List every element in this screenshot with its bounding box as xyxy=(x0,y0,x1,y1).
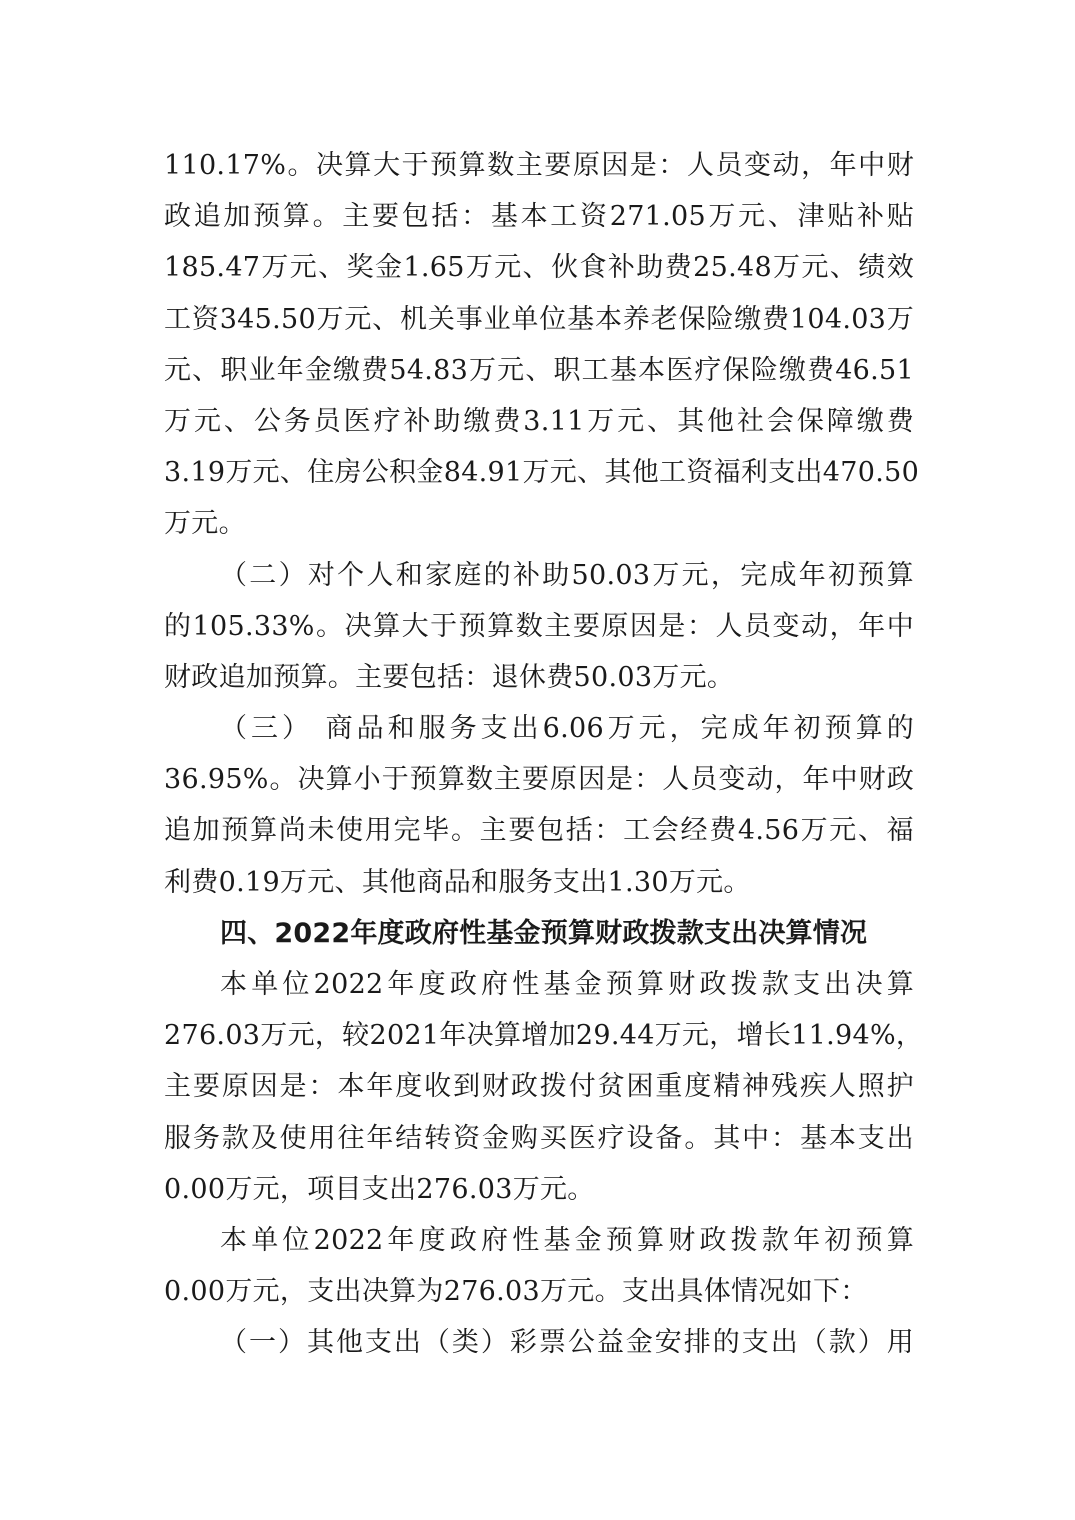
text-line: 36.95%。决算小于预算数主要原因是：人员变动，年中财政 xyxy=(164,764,914,796)
text-line: 本单位2022年度政府性基金预算财政拨款年初预算 xyxy=(220,1224,914,1256)
text-line: 0.00万元，支出决算为276.03万元。支出具体情况如下： xyxy=(164,1276,868,1308)
text-line: 工资345.50万元、机关事业单位基本养老保险缴费104.03万 xyxy=(164,303,914,335)
text-line: 利费0.19万元、其他商品和服务支出1.30万元。 xyxy=(164,866,751,898)
text-line: 本单位2022年度政府性基金预算财政拨款支出决算 xyxy=(220,969,914,1000)
section-heading: 四、2022年度政府性基金预算财政拨款支出决算情况 xyxy=(220,917,868,949)
text-line: 276.03万元，较2021年决算增加29.44万元，增长11.94%， xyxy=(164,1020,924,1052)
text-line: 政追加预算。主要包括：基本工资271.05万元、津贴补贴 xyxy=(164,201,914,233)
text-line: （二）对个人和家庭的补助50.03万元，完成年初预算 xyxy=(220,559,914,591)
text-line: 服务款及使用往年结转资金购买医疗设备。其中：基本支出 xyxy=(164,1122,914,1154)
document-body xyxy=(164,140,924,1369)
text-line: 185.47万元、奖金1.65万元、伙食补助费25.48万元、绩效 xyxy=(164,252,914,284)
text-line: （三） 商品和服务支出6.06万元，完成年初预算的 xyxy=(220,713,914,745)
text-line: 追加预算尚未使用完毕。主要包括：工会经费4.56万元、福 xyxy=(164,815,914,847)
text-line: 的105.33%。决算大于预算数主要原因是：人员变动，年中 xyxy=(164,610,914,642)
text-line: （一）其他支出（类）彩票公益金安排的支出（款）用 xyxy=(220,1327,914,1359)
text-line: 0.00万元，项目支出276.03万元。 xyxy=(164,1173,595,1205)
text-line: 万元。 xyxy=(164,508,246,540)
text-line: 3.19万元、住房公积金84.91万元、其他工资福利支出470.50 xyxy=(164,457,920,489)
text-line: 元、职业年金缴费54.83万元、职工基本医疗保险缴费46.51 xyxy=(164,354,914,386)
text-line: 万元、公务员医疗补助缴费3.11万元、其他社会保障缴费 xyxy=(164,405,914,437)
text-line: 110.17%。决算大于预算数主要原因是：人员变动，年中财 xyxy=(164,150,914,181)
text-line: 主要原因是：本年度收到财政拨付贫困重度精神残疾人照护 xyxy=(164,1071,914,1103)
text-line: 财政追加预算。主要包括：退休费50.03万元。 xyxy=(164,661,735,693)
